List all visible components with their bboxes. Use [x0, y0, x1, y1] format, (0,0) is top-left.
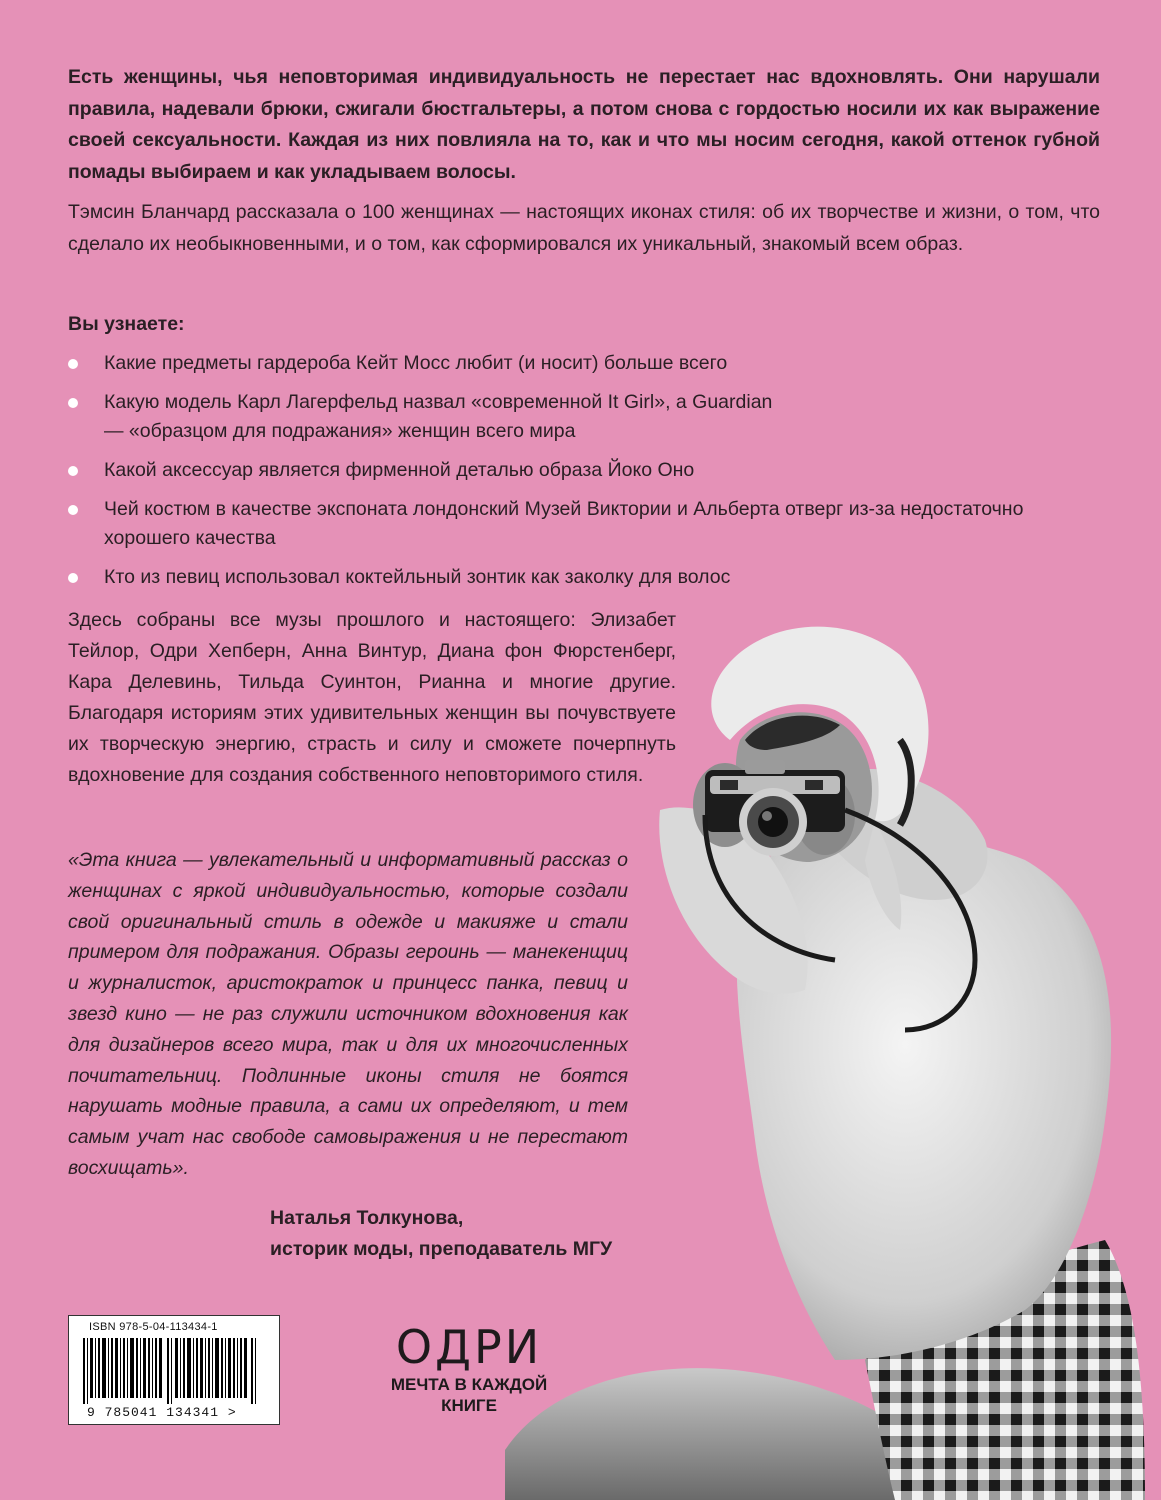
- list-item-text: Какие предметы гардероба Кейт Мосс любит (и носит) больше всего: [104, 352, 728, 374]
- list-item-text: Какой аксессуар является фирменной деталью образа Йоко Оно: [104, 459, 695, 481]
- barcode-icon: [81, 1338, 261, 1404]
- cover-photo-woman-with-camera: [505, 600, 1161, 1500]
- bullet-icon: [68, 573, 78, 583]
- isbn-label: ISBN 978-5-04-113434-1: [89, 1321, 218, 1333]
- brand-name: ОДРИ: [395, 1320, 543, 1374]
- muses-paragraph: Здесь собраны все музы прошлого и настоящего: Элизабет Тейлор, Одри Хепберн, Анна Винтур, Диана фон Фюрстенберг, Кара Делевинь, Тильда Суинтон, Рианна и многие другие. Благодаря историям этих удивительных женщин вы почувствуете их творческую энергию, страсть и силу и сможете почерпнуть вдохновение для создания собственного неповторимого стиля.: [68, 609, 676, 786]
- isbn-barcode: [68, 1315, 280, 1425]
- list-item: [68, 563, 1108, 592]
- attribution-name: Наталья Толкунова,: [270, 1207, 464, 1229]
- learn-heading: Вы узнаете:: [68, 313, 185, 335]
- list-item: [68, 456, 1108, 485]
- list-item: [68, 388, 794, 446]
- list-item-text: Кто из певиц использовал коктейльный зонтик как заколку для волос: [104, 566, 731, 588]
- brand-tagline-line1: МЕЧТА В КАЖДОЙ: [390, 1375, 548, 1394]
- bullet-icon: [68, 505, 78, 515]
- brand-tagline-line2: КНИГЕ: [441, 1396, 497, 1415]
- review-quote: «Эта книга — увлекательный и информативный рассказ о женщинах с яркой индивидуальностью, которые создали свой оригинальный стиль в одежде и макияже и стали примером для подражания. Образы героинь — манекенщиц и журналисток, аристократок и принцесс панка, певиц и звезд кино — не раз служили источником вдохновения как для дизайнеров всего мира, так и для их многочисленных почитательниц. Подлинные иконы стиля не боятся нарушать модные правила, а сами их определяют, и тем самым учат нас свободе самовыражения и не перестают восхищать».: [68, 849, 628, 1179]
- about-paragraph: Тэмсин Бланчард рассказала о 100 женщинах — настоящих иконах стиля: об их творчестве и жизни, о том, что сделало их необыкновенными, и о том, как сформировался их уникальный, знакомый всем образ.: [68, 201, 1100, 255]
- attribution-role: историк моды, преподаватель МГУ: [270, 1238, 613, 1260]
- list-item-text: Чей костюм в качестве экспоната лондонский Музей Виктории и Альберта отверг из-за недостаточно хорошего качества: [104, 498, 1024, 549]
- bullet-icon: [68, 359, 78, 369]
- learn-list: [68, 349, 1108, 602]
- publisher-logo: [382, 1322, 556, 1416]
- intro-paragraph: Есть женщины, чья неповторимая индивидуальность не перестает нас вдохновлять. Они нарушали правила, надевали брюки, сжигали бюстгальтеры, а потом снова с гордостью носили их как выражение своей сексуальности. Каждая из них повлияла на то, как и что мы носим сегодня, какой оттенок губной помады выбираем и как укладываем волосы.: [68, 66, 1100, 183]
- brand-tagline: [382, 1374, 556, 1416]
- bullet-icon: [68, 398, 78, 408]
- list-item: [68, 495, 1054, 553]
- bullet-icon: [68, 466, 78, 476]
- list-item: [68, 349, 1108, 378]
- barcode-digits: 9 785041 134341 >: [87, 1405, 237, 1420]
- list-item-text: Какую модель Карл Лагерфельд назвал «современной It Girl», а Guardian — «образцом для подражания» женщин всего мира: [104, 391, 773, 442]
